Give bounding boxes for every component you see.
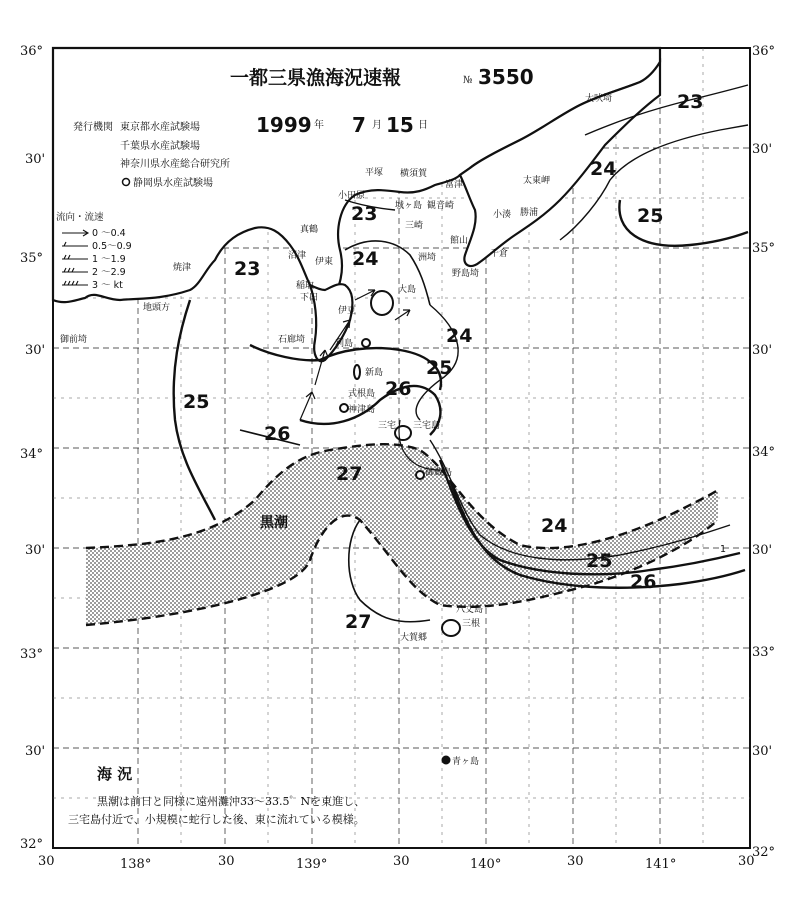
- miyakejima-island: [395, 426, 411, 440]
- place-label: 地頭方: [143, 303, 171, 313]
- isotherm-label: 26: [630, 571, 657, 593]
- place-label: 平塚: [365, 168, 384, 178]
- isotherm-label: 24: [352, 248, 379, 270]
- publisher-item: 千葉県水産試験場: [120, 141, 200, 152]
- lat-label-left: 34°: [20, 447, 44, 462]
- date-month: 7: [352, 113, 366, 137]
- lon-label: 30: [567, 854, 584, 869]
- lat-label-right: 30': [752, 343, 773, 358]
- publisher-item: 静岡県水産試験場: [133, 178, 213, 189]
- place-label: 利島: [335, 339, 354, 349]
- lat-axis-right: [752, 44, 775, 860]
- legend-title: 流向・流速: [56, 212, 104, 223]
- isotherm-label: 23: [351, 203, 378, 225]
- kuroshio-label: 黒潮: [260, 515, 288, 531]
- lat-label-left: 36°: [20, 44, 44, 59]
- lat-label-right: 32°: [752, 845, 776, 860]
- place-label: 沼津: [288, 251, 307, 261]
- place-label: 下田: [300, 293, 319, 303]
- place-label: 大賀郷: [400, 633, 428, 643]
- lon-label: 30: [393, 854, 410, 869]
- lat-label-right: 36°: [752, 44, 776, 59]
- date-month-unit: 月: [372, 120, 382, 131]
- date-year: 1999: [256, 113, 312, 137]
- place-label: 新島: [365, 368, 384, 378]
- legend-item-label: 2 ～2.9: [92, 267, 126, 278]
- legend-item-label: 1 ～1.9: [92, 254, 126, 265]
- lat-axis-left: [20, 44, 45, 852]
- isotherm-label: 24: [446, 325, 473, 347]
- lat-label-left: 30': [25, 543, 46, 558]
- lat-label-right: 34°: [752, 445, 776, 460]
- place-label: 稲取: [296, 281, 315, 291]
- hachijojima-island: [442, 620, 460, 636]
- publisher-label: 発行機関: [73, 122, 113, 133]
- place-label: 観音崎: [427, 201, 455, 211]
- report-title: 一都三県漁海況速報: [230, 67, 402, 89]
- lat-label-right: 33°: [752, 645, 776, 660]
- place-label: 館山: [450, 236, 469, 246]
- isotherm-label: 27: [345, 611, 372, 633]
- niijima-island: [354, 365, 360, 379]
- place-label: 洲埼: [418, 253, 437, 263]
- isotherm-label: 25: [183, 391, 210, 413]
- place-label: 真鶴: [300, 225, 319, 235]
- place-label: 城ヶ島: [395, 201, 423, 211]
- place-label: 八丈島: [456, 605, 484, 615]
- place-label: 御蔵島: [425, 468, 453, 478]
- lon-label: 139°: [296, 857, 328, 872]
- legend-item-label: 3 ～ kt: [92, 280, 123, 291]
- lon-label: 138°: [120, 857, 152, 872]
- legend-item-label: 0.5～0.9: [92, 241, 132, 252]
- report-number: 3550: [478, 65, 534, 89]
- isotherm-label: 26: [385, 378, 412, 400]
- place-label: 横須賀: [400, 169, 428, 179]
- lon-axis-bottom: [38, 854, 755, 872]
- isotherm-label: 25: [637, 205, 664, 227]
- place-label: 焼津: [173, 263, 192, 273]
- lat-label-left: 33°: [20, 647, 44, 662]
- isotherm-label: 23: [677, 91, 704, 113]
- isotherm-label: 24: [590, 158, 617, 180]
- place-label: 石廊埼: [278, 335, 306, 345]
- date-day: 15: [386, 113, 414, 137]
- publisher-item: 東京都水産試験場: [120, 122, 200, 133]
- place-label: 三宅: [378, 421, 397, 431]
- lon-label: 30: [738, 854, 755, 869]
- report-number-prefix: №: [463, 75, 473, 86]
- place-label: 三崎: [405, 221, 424, 231]
- isotherm-label: 26: [264, 423, 291, 445]
- lat-label-right: 30': [752, 543, 773, 558]
- current-number-label: 1: [720, 544, 727, 555]
- oshima-island: [371, 291, 393, 315]
- publisher-item: 神奈川県水産総合研究所: [120, 159, 230, 170]
- place-label: 神津島: [348, 405, 376, 415]
- lon-label: 141°: [645, 857, 677, 872]
- note-line: 三宅島付近で、小規模に蛇行した後、東に流れている模様。: [68, 813, 365, 826]
- date-day-unit: 日: [418, 120, 428, 131]
- lat-label-left: 30': [25, 343, 46, 358]
- place-label: 三宅島: [413, 421, 441, 431]
- place-label: 小湊: [493, 210, 512, 220]
- place-label: 小田原: [338, 191, 366, 201]
- mikurajima-island: [416, 471, 424, 479]
- lat-label-right: 30': [752, 744, 773, 759]
- lat-label-left: 35°: [20, 251, 44, 266]
- place-label: 千倉: [490, 249, 509, 259]
- lon-label: 140°: [470, 857, 502, 872]
- isotherm-label: 23: [234, 258, 261, 280]
- place-label: 伊豆: [338, 306, 357, 316]
- isotherm-label: 25: [586, 550, 613, 572]
- place-label: 三根: [462, 619, 481, 629]
- legend-item-label: 0 ～0.4: [92, 228, 126, 239]
- place-label: 伊東: [315, 257, 334, 267]
- aogashima-island: [443, 757, 450, 764]
- isotherm-label: 24: [541, 515, 568, 537]
- place-label: 富津: [445, 180, 464, 190]
- note-heading: 海 況: [97, 765, 133, 783]
- lat-label-left: 30': [25, 152, 46, 167]
- isotherm-label: 25: [426, 357, 453, 379]
- place-label: 太東岬: [523, 176, 551, 186]
- lon-label: 30: [218, 854, 235, 869]
- place-label: 御前埼: [60, 335, 88, 345]
- toshima-island: [362, 339, 370, 347]
- lat-label-left: 30': [25, 744, 46, 759]
- place-label: 勝浦: [520, 208, 539, 218]
- place-label: 青ヶ島: [452, 757, 480, 767]
- place-label: 式根島: [348, 389, 376, 399]
- note-line: 黒潮は前日と同様に遠州灘沖33～33.5゜Nを東進し、: [97, 795, 366, 808]
- isotherm-label: 27: [336, 463, 363, 485]
- lat-label-right: 35°: [752, 241, 776, 256]
- lat-label-left: 32°: [20, 837, 44, 852]
- kozushima-island: [340, 404, 348, 412]
- date-year-unit: 年: [314, 120, 324, 131]
- place-label: 大吠埼: [585, 94, 613, 104]
- place-label: 大島: [398, 285, 417, 295]
- lon-label: 30: [38, 854, 55, 869]
- lat-label-right: 30': [752, 142, 773, 157]
- place-label: 野島埼: [452, 269, 480, 279]
